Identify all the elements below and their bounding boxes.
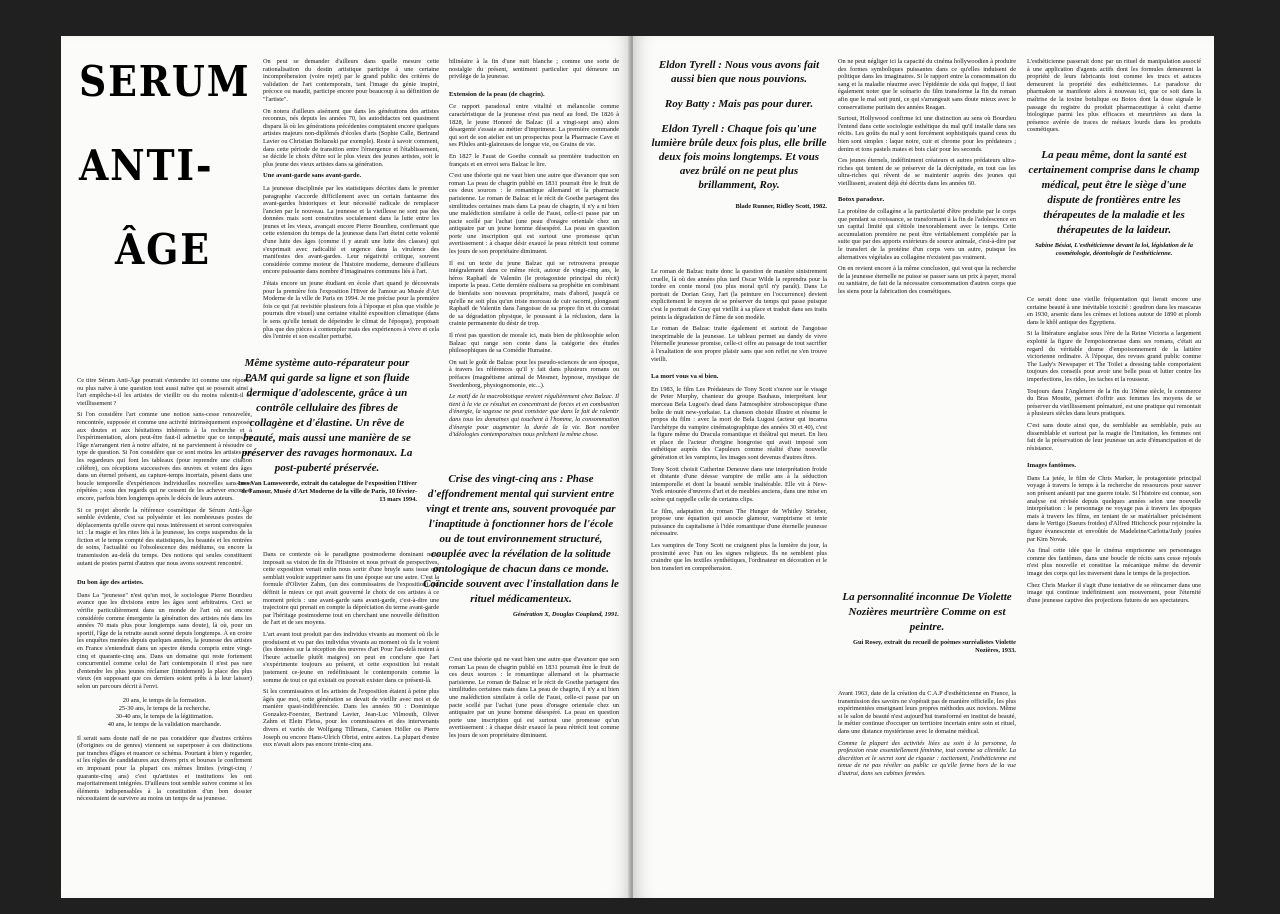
dialog-line: Roy Batty : Mais pas pour durer. bbox=[664, 98, 814, 110]
paragraph: En 1983, le film Les Prédateurs de Tony Scott s'ouvre sur le visage de Peter Murphy, chanteur du groupe Bauhaus, interprétant leur morceau Bela Lugosi's dead dans l'atmosphère stroboscopique d'une boîte de nuit new-yorkaise. La chanson choisie illustre et résume le propos du film : avec la mort de Bela Lugosi (acteur qui incarna l'archétype du vampire cinématographique des années 30 et 40), c'est la figure même du Dracula romantique et théâtral qui meurt. En lieu et place de l'acteur d'origine hongroise qui avait imposé son esthétique auprès des Capuleurs comme réalité d'une nouvelle génération et les vampires, les images sont devenus d'autres êtres. bbox=[651, 385, 827, 462]
paragraph: Ces jeunes éternels, indéfiniment créateurs et autres prédateurs ultra-riches qui tentent de se préserver de la décrépitude, en tout cas les ultra-riches qui rêvent de se maintenir auprès des jeunes qui vieillissent, avaient déjà été décrits dans les années 60. bbox=[838, 157, 1016, 187]
section-heading: La mort vous va si bien. bbox=[651, 373, 719, 381]
paragraph: Chez Chris Marker il s'agit d'une tentative de se réincarner dans une image qui continue indéfiniment son mouvement, pour l'éternité d'une jeunesse captive des projections futures de ses spectateurs. bbox=[1027, 581, 1201, 604]
paragraph: Ce rapport paradoxal entre vitalité et mélancolie comme caractéristique de la jeunesse n'est pas neuf au fond. De 1826 à 1828, le jeune Honoré de Balzac (il a vingt-sept ans) alors désargenté s'essaie au métier d'imprimeur. La première commande qui sort de son atelier est un prospectus pour la Pharmacie Cave et ses Pilules anti-glaireuses de longue vie, ou Grains de vie. bbox=[449, 103, 619, 149]
paragraph: On ne peut négliger ici la capacité du cinéma hollywoodien à produire des formes symboliques puissantes dans ce qu'elles induisent de politique dans les imaginaires. Si le rapport entre la consommation du sang et la maladie réaurme avec l'épidémie de sida qui frappe, il faut également noter que le scénario du film transforme la fin du roman afin que le mal soit puni, ce qui s'arrangeait sans doute mieux avec le conservatisme puritain des années Reagan. bbox=[838, 58, 1016, 111]
article-column-6-bottom bbox=[1027, 296, 1201, 889]
quote-source: Ines Van Lamsweerde, extrait du catalogue de l'exposition l'Hiver de l'amour, Musée d'Art Moderne de la ville de Paris, 10 février-13 mars 1994. bbox=[237, 480, 417, 503]
article-column-2-bottom bbox=[263, 551, 439, 889]
list-item: 20 ans, le temps de la formation. bbox=[122, 696, 207, 704]
article-column-1 bbox=[77, 377, 252, 889]
pull-quote-3 bbox=[838, 590, 1016, 655]
paragraph: Les vampires de Tony Scott ne craignent plus la lumière du jour, la proximité avec l'un ou les signes religieux. Ils ne semblent plus craindre que les textiles synthétiques, l'ordinateur en décoration et le bon transfert en compréhension. bbox=[651, 542, 827, 572]
paragraph: L'esthéticienne passerait donc par un rituel de manipulation associé à une application d'agents actifs dont les formules demeurent la propriété de leurs fabricants tout comme les trucs et astuces demeurent la propriété des esthéticiennes. Le paradoxe du pharmakon se manifeste alors à nouveau ici, que ce soit dans la maîtrise de la toxine botulique ou Botox dont la dose signale le passage du registre du produit pharmaceutique à celui d'arme biologique parmi les plus efficaces et meurtrières au dans la présence avérée de traces de métaux lourds dans les produits cosmétiques. bbox=[1027, 58, 1201, 134]
article-column-2-top bbox=[263, 58, 439, 370]
article-column-5-bottom bbox=[838, 690, 1016, 889]
pull-quote-2 bbox=[423, 472, 619, 619]
paragraph: Si ce projet aborde la référence cosmétique de Sérum Anti-Âge semble évidente, c'est sa polysémie et les nombreuses postes de déplacements qu'elle ouvre qui nous intéressent et seront convoquées ici : la magie et les rites liés à la jeunesse, les corps suspendus de la fiction et le temps compté des statistiques, les beautés et les rentrées de soins, l'actualité ou l'obsolescence des médiums, ou encore la transmission au-delà du temps. Des notions qui seules constituent autant de postes parmi d'autres que nous avons souvent rencontré. bbox=[77, 506, 252, 567]
magazine-title bbox=[79, 57, 251, 274]
paragraph: Il est un texte du jeune Balzac qui se retrouvera presque intégralement dans ce même récit, autour de vingt-cinq ans, le héros Raphaël de Valentin (le protagoniste principal du récit) importe la peau. Cette dernière réalisera sa prophétie en combinant de bienfaits son nouveau propriétaire, mais d'abord, jusqu'à ce qu'elle ne soit plus qu'un triste morceau de cuir racorni, plongeant Raphaël de Valentin dans l'angoisse de sa propre fin et du constat de sa dégradation physique, le poussant à la réclusion, dans la crainte permanente du désir de trop. bbox=[449, 259, 619, 328]
list-item: 25-30 ans, le temps de la recherche. bbox=[118, 704, 211, 712]
dialog-line: Eldon Tyrell : Nous vous avons fait aussi bien que nous pouvions. bbox=[658, 59, 820, 85]
paragraph: On peut se demander d'ailleurs dans quelle mesure cette rationalisation du destin artistique participe à une certaine incompréhension (voire rejet) par le grand public des critères de validation de l'art contemporain, tant l'image du génie inspiré, précoce ou maudit, participe encore pour beaucoup à sa définition de "l'artiste". bbox=[263, 58, 439, 103]
section-heading: Images fantômes. bbox=[1027, 462, 1077, 470]
paragraph: Surtout, Hollywood confirme ici une distinction au sens où Bourdieu l'entend dans cette sociologie esthétique du mal qu'il installe dans ses récits. Les goûts du mal y sont forcément sophistiqués quand ceux du bien sont simples : laque noire, cuir et chrome pour les prédateurs ; denim et tons pastels mates et bois clair pour les seconds. bbox=[838, 115, 1016, 153]
paragraph: Le film, adaptation du roman The Hunger de Whitley Strieber, propose une équation qui associe glamour, vampirisme et tente puissance du capitalisme à l'idée romantique d'une éternelle jeunesse nécessaire. bbox=[651, 507, 827, 538]
paragraph: Ce serait donc une vieille fréquentation qui lierait encore une certaine beauté à une inévitable toxicité : goudron dans les mascaras en 1930, arsenic dans les crèmes et lotions autour de 1890 et plomb dans le khôl antique des Égyptiens. bbox=[1027, 296, 1201, 326]
article-column-4 bbox=[651, 268, 827, 889]
paragraph: Comme la plupart des activités liées au soin à la personne, la profession reste essentiellement féminine, tout comme sa clientèle. La discrétion et le secret sont de rigueur : tacitement, l'esthéticienne est tenue de ne pas révéler au public ce qu'elle ferme hors de la vue d'autrui, dans ses cabines fermées. bbox=[838, 739, 1016, 777]
right-page bbox=[633, 36, 1214, 898]
quote-source: Sabine Bésiat, L'esthéticienne devant la loi, législation de la cosmétologie, déontologie de l'esthéticienne. bbox=[1035, 242, 1193, 257]
title-line-1: SERUM bbox=[79, 57, 251, 106]
article-column-3-top bbox=[449, 58, 619, 484]
paragraph: Dans La jetée, le film de Chris Marker, le protagoniste principal voyage à travers le temps à la recherche de ressources pour sauver son présent anéanti par une guerre totale. Si l'histoire est connue, son analyse est révisée depuis quelques années selon une nouvelle interprétation : le personnage ne voyage pas à travers les époques mais à travers les films, en tentant de se matérialiser précisément dans le Vertigo (Sueurs froides) d'Alfred Hitchcock pour rejoindre la figure évanescente et envoûtée de Madeleine/Carlotta/Judy jouées par Kim Novak. bbox=[1027, 474, 1201, 543]
paragraph: Si l'on considère l'art comme une notion sans-cesse renouvelée, rencontrée, supposée et comme une activité intrinsèquement exposée aux doutes et aux hésitations inhérents à la recherche et à l'expérimentation, alors peut-être faut-il admettre que ce temps, ni l'âge n'arrangent rien à notre affaire, ni ne parviennent à résoudre ce type de question. Si l'on considère que ce sont moins les artistes que les regardeurs qui font les tableaux (pour reprendre une citation célèbre), ces réceptions successives des œuvres et voient des âges dans un éternel présent, au capture-temps incertain, pèsent dans une boucle temporelle d'expériences individuelles nouvelles sans-cesse répétées ; sous des regards qui ne cessent de les achever encore et encore, parfois bien longtemps après le décès de leurs auteurs. bbox=[77, 411, 252, 502]
italic-paragraph: Le motif de la macrobiotique revient régulièrement chez Balzac. Il tient à la vie ce résultat en concentrant de forces et en combustion d'énergie, la sagesse ne peut consister que dans le fait de ralentir dans tous les domaines qui touchent à l'homme, la consommation d'énergie pour augmenter la durée de la vie. Bon nombre d'idéologies contemporaines nous prêchent la même chose. bbox=[449, 393, 619, 439]
paragraph: Au final cette idée que le cinéma emprisonne ses personnages comme des fantômes, dans une boucle de récits sans cesse rejoués n'est plus nouvelle et constitue la mécanique même du devenir image des corps qui les traversent dans le temps de la projection. bbox=[1027, 547, 1201, 577]
quote-text: Crise des vingt-cinq ans : Phase d'effondrement mental qui survient entre vingt et trente ans, souvent provoquée par l'inaptitude à fonctionner hors de l'école ou de tout environnement structuré, couplée avec la révélation de la solitude ontologique de chacun dans ce monde. Coïncide souvent avec l'installation dans le rituel médicamenteux. bbox=[423, 473, 619, 605]
paragraph: C'est une théorie qui ne vaut bien une autre que d'avancer que son roman La peau de chagrin publié en 1831 pourrait être le fruit de ces deux sources : le romantique allemand et la pharmacie parisienne. Le roman de Balzac et le récit de Goethe partagent des similitudes certaines mais dans La peau de chagrin, il n'y a ni bien une malédiction similaire à celle de Faust, celle-ci passe par un pacte scellé par l'achat (une peau d'onagre orientale chez un antiquaire par un jeune homme désespéré. La peau en question porte une inscription qui est surtout une promesse qu'un avertissement : à chaque désir exaucé la peau rétrécit tout comme les jours de son propriétaire diminuent. bbox=[449, 656, 619, 739]
article-column-6-top bbox=[1027, 58, 1201, 146]
section-heading: Extension de la peau (de chagrin). bbox=[449, 90, 545, 98]
quote-source: Génération X, Douglas Coupland, 1991. bbox=[513, 611, 619, 618]
section-heading: Une avant-garde sans avant-garde. bbox=[263, 172, 362, 180]
section-heading: Botox paradoxe. bbox=[838, 195, 885, 203]
paragraph: On en revient encore à la même conclusion, qui veut que la recherche de la jeunesse éternelle ne puisse se passer sans un prix à payer, moral ou sanitaire, de fait de la nécessaire consommation d'autres corps que les siens pour la fabrication des cosmétiques. bbox=[838, 265, 1016, 296]
paragraph: On sait le goût de Balzac pour les pseudo-sciences de son époque, à travers les références qu'il y fait dans plusieurs romans ou préfaces (magnétisme animal de Mesmer, hypnose, mystique de Swedenborg, physiognomonie, etc...). bbox=[449, 358, 619, 389]
quote-text: La personnalité inconnue De Violette Nozières meurtrière Comme on est peintre. bbox=[842, 591, 1012, 633]
paragraph: On notera d'ailleurs aisément que dans les générations des artistes reconnus, nés depuis les années 70, les autodidactes ont quasiment disparu là où les générations précédentes comptaient encore quelques artistes majeurs non-diplômés d'écoles d'arts (Sophie Calle, Bertrand Lavier ou Christian Boltanski par exemple). Reste à savoir comment, dans cette période de transition entre l'émergence et l'établissement, se décide le choix d'être soi le plus vieux des jeunes artistes, soit le plus jeune des vieux artistes dans sa génération. bbox=[263, 107, 439, 168]
title-line-3: ÂGE bbox=[115, 225, 211, 274]
paragraph: En 1827 le Faust de Goethe connaît sa première traduction en français et en envoi sera Balzac le lire. bbox=[449, 152, 619, 168]
paragraph: Dans La "jeunesse" n'est qu'un mot, le sociologue Pierre Bourdieu avance que les divisions entre les âges sont arbitraires. Ceci se vérifie particulièrement dans un monde de l'art où est encore considérée comme émergente la génération des artistes nés dans les années 70 mais plus pour longtemps sans doute), là où, pour un sportif, l'âge de la retraite aurait sonné depuis longtemps. À en croire les enquêtes menées depuis quelques années, la jeunesse des artistes en France s'entendrait dans un spectre étendu compris entre vingt-cinq et quarante-cinq ans. Dans un domaine qui reste fortement concurrentiel comme celui de l'art contemporain il n'est pas rare d'entendre les plus jeunes réclamer (timidement) la place des plus vieux (en supposant que ces derniers soient prêts à la leur laisser) selon un parcours décrit à l'envi. bbox=[77, 591, 252, 690]
section-heading: Du bon âge des artistes. bbox=[77, 579, 144, 587]
paragraph: Le roman de Balzac traite donc la question de manière sinistrement cruelle, là où des années plus tard Oscar Wilde la reprendra pour la tordre en conte moral (ou plus moral qu'il n'y paraît). Dans Le portrait de Dorian Gray, l'art (la peinture en l'occurrence) devient explicitement le moyen de se préserver du temps qui passe puisque c'est le portrait de Gray qui vieillit à sa place et traduit dans ses traits peints la dégradation de l'âme de son modèle. bbox=[651, 268, 827, 321]
paragraph: Toujours dans l'Angleterre de la fin du 19ème siècle, le commerce du Bras Moutte, permet d'offrir aux femmes les moyens de se préserver du vieillissement prématuré, est une pratique qui remontait à plusieurs siècles dans leurs pratiques. bbox=[1027, 387, 1201, 418]
paragraph: bilinéaire à la fin d'une nuit blanche ; comme une sorte de nostalgie du présent, sentiment particulier qui démeure un privilège de la jeunesse. bbox=[449, 58, 619, 81]
paragraph: C'est une théorie qui ne vaut bien une autre que d'avancer que son roman La peau de chagrin publié en 1831 pourrait être le fruit de ces deux sources : le romantique allemand et la pharmacie parisienne. Le roman de Balzac et le récit de Goethe partagent des similitudes certaines mais dans La peau de chagrin, il n'y a ni bien une malédiction similaire à celle de Faust, celle-ci passe par un pacte scellé par l'achat (une peau d'onagre orientale chez un antiquaire par un jeune homme désespéré. La peau en question porte une inscription qui est surtout une promesse qu'un avertissement : à chaque désir exaucé la peau rétrécit tout comme les jours de son propriétaire diminuent. bbox=[449, 172, 619, 256]
article-column-5-top bbox=[838, 58, 1016, 588]
quote-text: Même système auto-réparateur pour PAM qui garde sa ligne et son fluide dermique d'adolescente, grâce à un contrôle cellulaire des fibres de collagène et d'élastine. Un rêve de beauté, mais aussi une manière de se préserver des ravages hormonaux. La post-puberté préservée. bbox=[241, 357, 413, 474]
film-dialog-quote bbox=[651, 58, 827, 211]
paragraph: Dans ce contexte où le paradigme postmoderne dominant nous imposait sa vision de fin de l'Histoire et nous privait de perspectives, cette exposition venait enfin nous sortir d'une bruyle sans issue qui semblait vouloir supprimer sans fin une époque sur une autre. C'est la formule d'Olivier Zahm, (un des commissaires de l'exposition) qui définit le mieux ce qui avait gouverné le choix de ces artistes à ce moment précis : une avant-garde sans avant-garde, c'est-à-dire une trajectoire qui prenait en compte la dépréciation du terme avant-garde par l'héritage postmoderne tout en cherchant une nouvelle définition de l'art et de ses moyens. bbox=[263, 551, 439, 627]
article-column-3-bottom bbox=[449, 652, 619, 889]
paragraph: Tony Scott choisit Catherine Deneuve dans une interprétation froide et distante d'une déesse vampire de mille ans à la séduction intemporelle et dont la beauté semble inaltérable. Elle vit à New-York entourée d'œuvres d'art et de meubles anciens, dans une mise en scène qui rappelle celle de certains clips. bbox=[651, 465, 827, 504]
pull-quote-4 bbox=[1027, 148, 1201, 258]
paragraph: Le roman de Balzac traite également et surtout de l'angoisse inexprimable de la jeunesse. Le tableau permet au dandy de vivre l'éternelle jeunesse promise, celle-ci offre au passage de tout sacrifier à l'exaltation de son propre plaisir sans que son reflet ne s'en trouve vieilli. bbox=[651, 325, 827, 363]
paragraph: Ce titre Sérum Anti-Âge pourrait s'entendre ici comme une réponse ou plus naïve à une question tout aussi naïve qui se poserait ainsi : l'art empêche-t-il les artistes de vieillir ou du moins ralentit-il ce vieillissement ? bbox=[77, 377, 252, 407]
paragraph: Avant 1963, date de la création du C.A.P d'esthéticienne en France, la transmission des savoirs ne s'opérait pas de manière officielle, les plus expérimentées enseignant leurs propres méthodes aux novices. Même si le salon de beauté n'est aujourd'hui transformé en institut de beauté, le métier continue d'occuper un territoire incertain entre soin et rituel, dans une distance mystérieuse avec le domaine médical. bbox=[838, 690, 1016, 735]
quote-text: La peau même, dont la santé est certainement comprise dans le champ médical, peut être le siège d'une dispute de frontières entre les thérapeutes de la maladie et les thérapeutes de la laideur. bbox=[1028, 149, 1200, 236]
paragraph: Si la littérature anglaise sous l'ère de la Reine Victoria a largement exploité la figure de l'empoisonneuse dans ses romans, c'était au regard du véritable drame d'empoisonnement de la laitière victorienne ordinaire. À l'époque, des revues grand public comme The Lady's Newspaper et The Toilet a dressing table comportaient toujours des conseils pour avoir une belle peau et lutter contre les imperfections, les rides, les taches et la rousseur. bbox=[1027, 330, 1201, 383]
paragraph: La protéine de collagène a la particularité d'être produite par le corps que pendant sa croissance, se transformant à la fin de l'adolescence en un capital limité qui s'étiole inexorablement avec le temps. Cette accumulation première ne peut être véritablement complétée par la suite que par des apports extérieurs de source animale, c'est-à-dire par le transfert de la protéine d'un corps vers un autre, puisque les alternatives végétales au collagène n'existent pas vraiment. bbox=[838, 208, 1016, 261]
paragraph: C'est sans doute ainsi que, du semblable au semblable, puis au dissemblable et surtout par la magie de l'imitation, les femmes ont fait de la préservation de leur jeunesse un acte d'émancipation et de résistance. bbox=[1027, 421, 1201, 452]
paragraph: L'art avant tout produit par des individus vivants au moment où ils le produisent et vu par des individus vivants au moment où ils le voient (les données sur la réception des œuvres d'art Pour l'an-delà restent à l'heure actuelle plutôt maigres) on peut en conclure que l'art s'expérimente toujours au présent, et cette exposition lui restait justement ce-jeune en redéfinissant le contemporain comme la somme de tout ce qui existait ou pouvait exister dans ce présent-là. bbox=[263, 630, 439, 684]
paragraph: J'étais encore un jeune étudiant en école d'art quand je découvrais pour la première fois l'exposition l'Hiver de l'amour au Musée d'Art Moderne de la ville de Paris en 1994. Je me précise pour la première fois ce qui j'ai revisitée plusieurs fois à l'époque et plus que visible je pourrais dire visuel) une certaine vitalité exposition climatique (dans le sens qu'elle tentait de dépeindre le climat de l'époque), proposait plus que des pièces à contempler mais des expériences à vivre et cela dès l'entrée et son escalier perturbé. bbox=[263, 280, 439, 341]
quote-source: Blade Runner, Ridley Scott, 1982. bbox=[735, 203, 827, 210]
dialog-line: Eldon Tyrell : Chaque fois qu'une lumière brûle deux fois plus, elle brille deux fois moins longtemps. Et vous avez brûlé on ne peut plus brillamment, Roy. bbox=[651, 123, 827, 191]
quote-source: Gui Rosey, extrait du recueil de poèmes surréalistes Violette Nozières, 1933. bbox=[853, 639, 1016, 654]
paragraph: Si les commissaires et les artistes de l'exposition étaient à peine plus âgés que moi, cette génération se devait de vieillir avec moi et de manière quasi-indifférenciée. Dans les années 90 : Dominique Gonzalez-Foerster, Bertrand Lavier, Jean-Luc Vilmouth, Oliver Zahm et Elein Fleiss, pour les commissaires et des intervenants divers et variés de Wolfgang Tillmans, Carsten Höller ou Pierre Joseph ou encore Hans-Ulrich Obrist, entre autres. La plupart d'entre eux n'avait alors pas encore trente-cinq ans. bbox=[263, 688, 439, 749]
paragraph: Il n'est pas question de morale ici, mais bien de philosophie selon Balzac qui range son conte dans la catégorie des études philosophiques de sa Comédie Humaine. bbox=[449, 332, 619, 355]
pull-quote-1 bbox=[237, 356, 417, 504]
list-item: 30-40 ans, le temps de la légitimation. bbox=[115, 712, 214, 720]
left-page bbox=[61, 36, 631, 898]
paragraph: Il serait sans doute naïf de ne pas considérer que d'autres critères (d'origines ou de genres) viennent se superposer à ces distinctions par tranches d'âges et nuancer ce schéma. Pourtant à bien y regarder, si les règles de candidatures aux divers prix et bourses le confirment en imposant pour la plupart ces mêmes limites (vingt-cinq / quarante-cinq ans) c'est qu'artistes et institutions les ont majoritairement intégrées. D'ailleurs tout semble suivre comme si les éléments indispensables à la constitution d'un bon dossier nécessitaient de survivre au moins un temps de sa jeunesse. bbox=[77, 734, 252, 803]
title-line-2: ANTI- bbox=[79, 141, 214, 190]
list-item: 40 ans, le temps de la validation marchande. bbox=[107, 720, 222, 728]
age-list bbox=[77, 697, 252, 729]
paragraph: La jeunesse disciplinée par les statistiques décrites dans le premier paragraphe s'accorde difficilement avec un certain fantasme des avant-gardes historiques et leur nécessité radicale de remplacer l'ancien par le nouveau. La jeunesse et la vieillesse ne sont pas des données mais sont construites socialement dans la lutte entre les jeunes et les vieux, avançait encore Pierre Bourdieu, confirmant que cette extension du temps de la jeunesse dans l'art éteint cette volonté d'une lutte des âges (comme il y aurait une lutte des classes) qui s'exprimait avec radicalité et urgence dans la virulence des manifestes des avant-gardes. Leur négativité critique, souvent considérée comme moteur de l'histoire moderne, demeure d'ailleurs encore puissante dans nombre d'imaginaires communs liés à l'art. bbox=[263, 184, 439, 276]
